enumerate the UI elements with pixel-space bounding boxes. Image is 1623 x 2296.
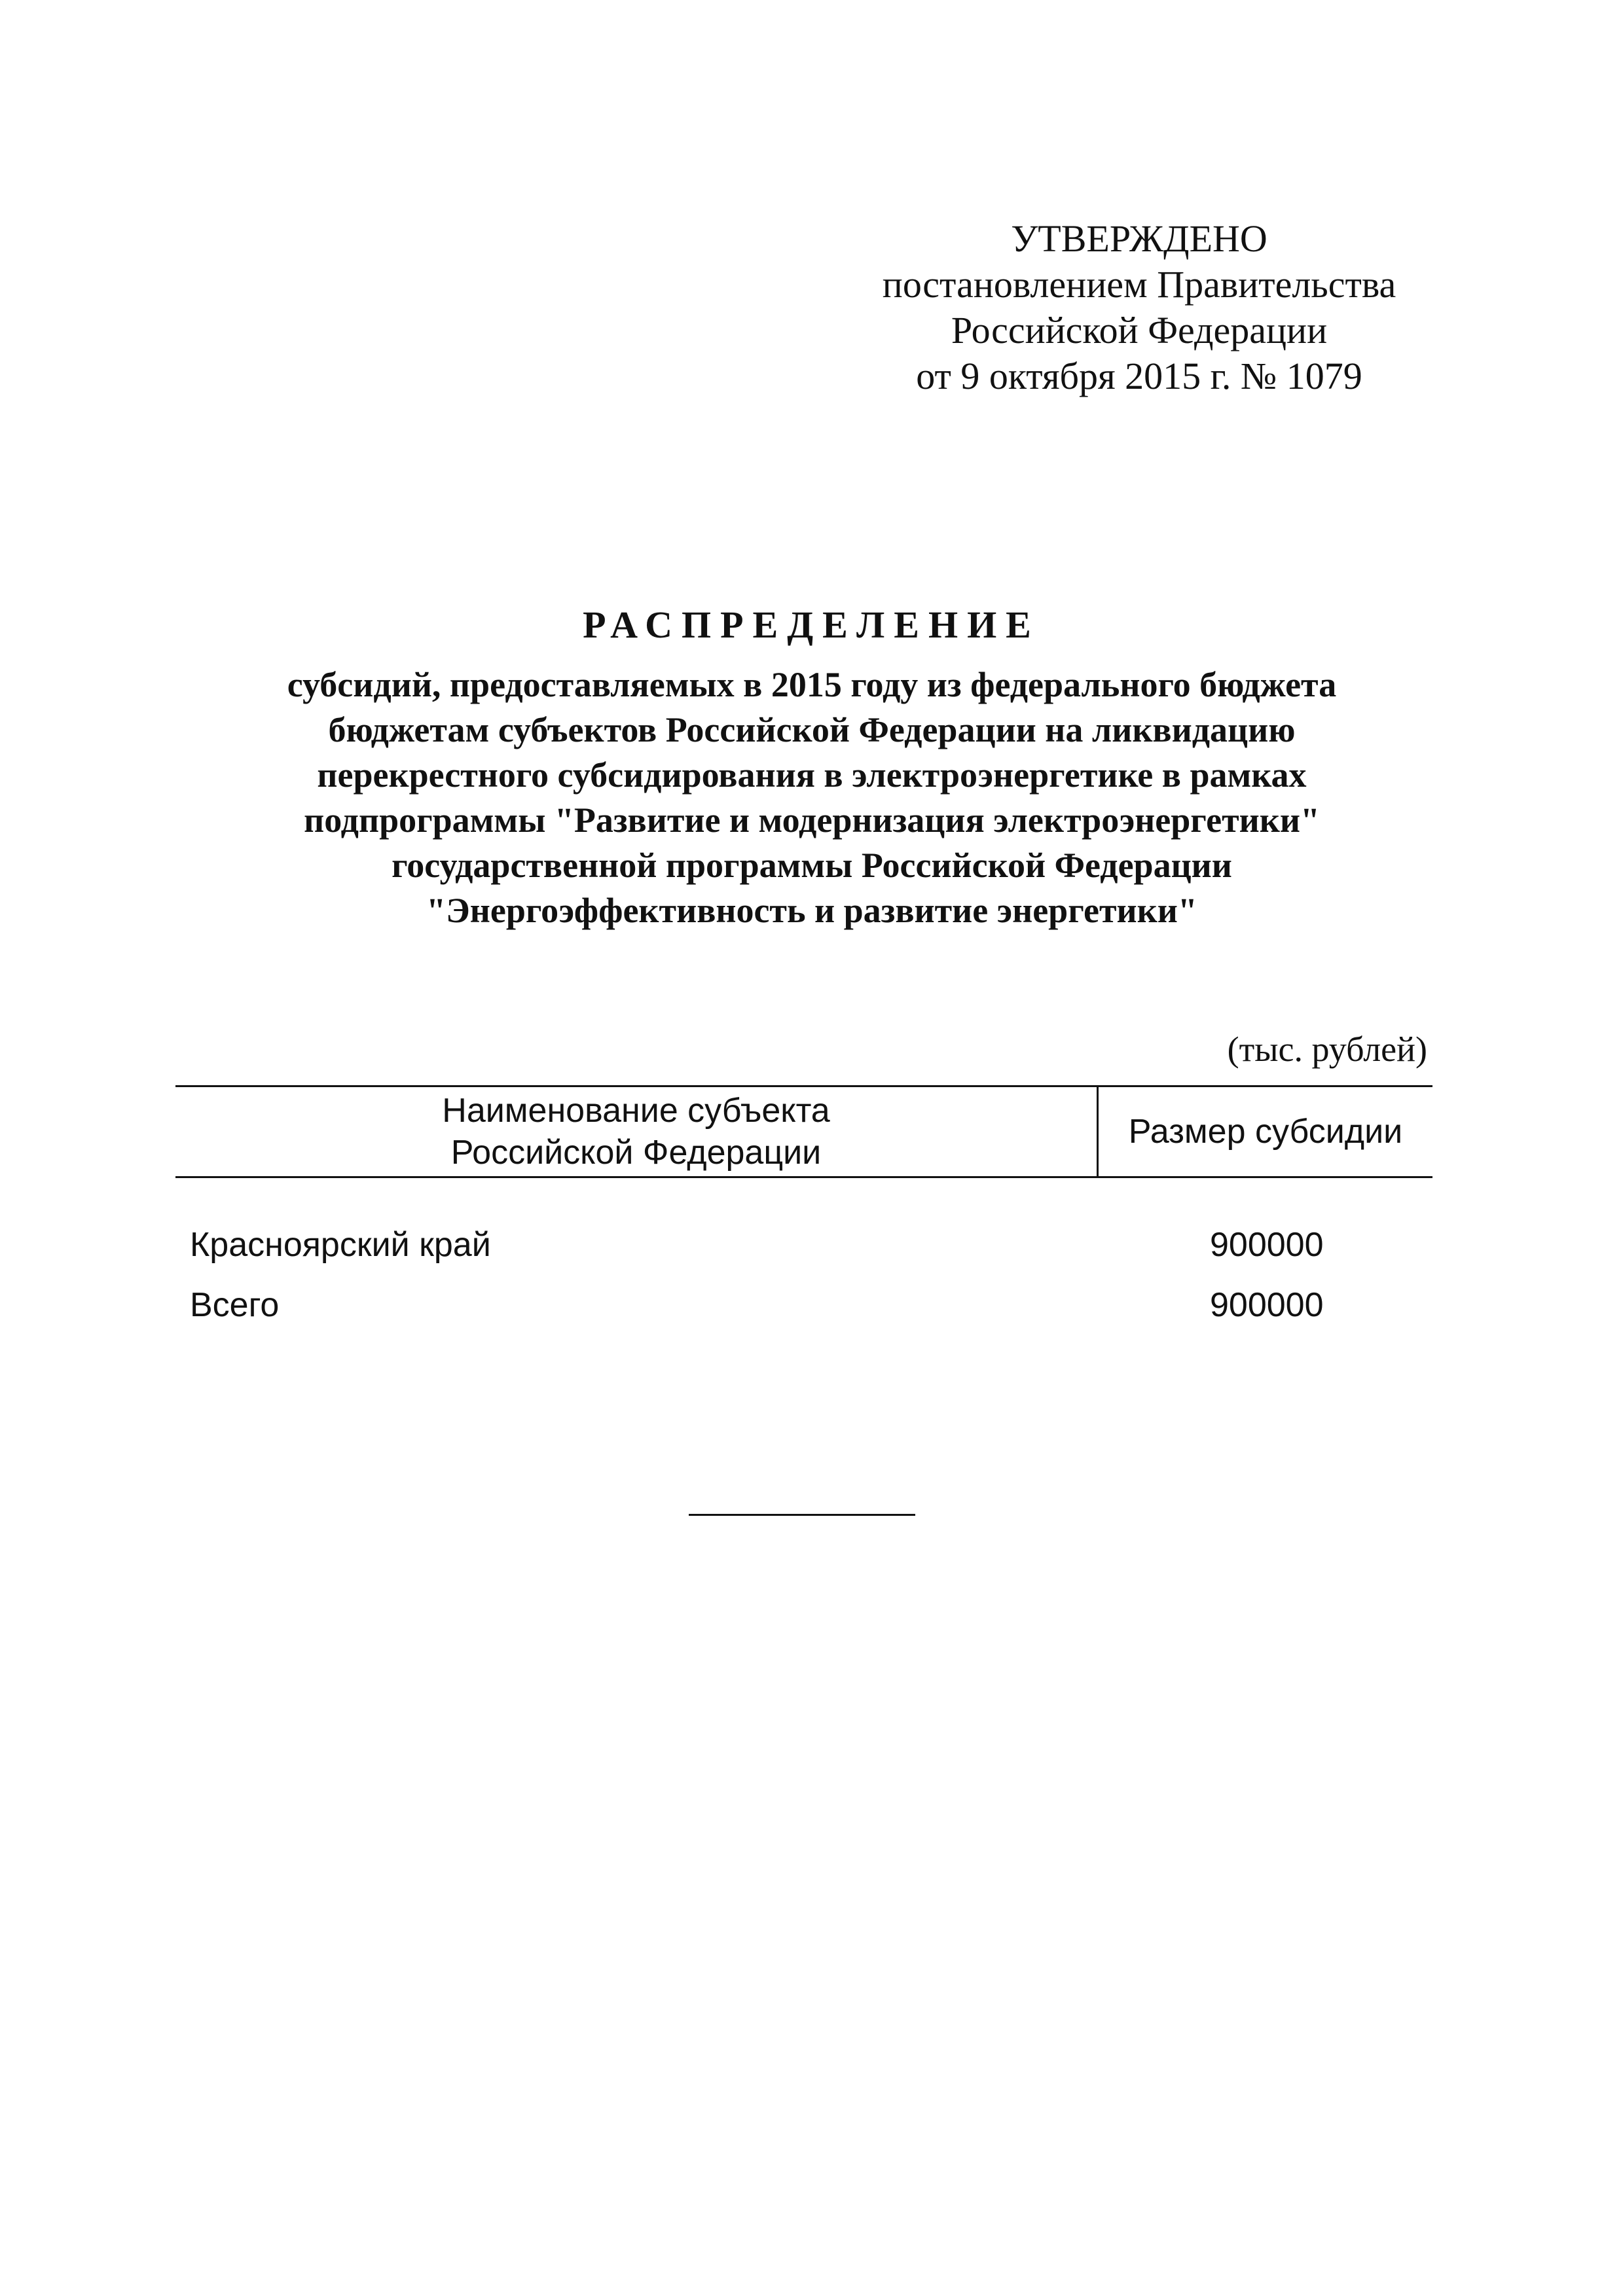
table-row [175, 1275, 1432, 1335]
document-title-line: государственной программы Российской Федерации [392, 846, 1232, 885]
approval-stamp-block [845, 216, 1434, 399]
approval-line: постановлением Правительства [882, 263, 1396, 306]
table-header [175, 1085, 1432, 1178]
column-header-subsidy: Размер субсидии [1128, 1113, 1403, 1151]
document-title-line: перекрестного субсидирования в электроэнергетике в рамках [317, 755, 1307, 795]
document-title [170, 662, 1453, 933]
document-title-line: "Энергоэффективность и развитие энергетики" [426, 891, 1197, 930]
subject-name-cell: Всего [190, 1286, 280, 1324]
subsidy-value-cell: 900000 [1210, 1226, 1324, 1264]
subsidy-value-cell: 900000 [1210, 1286, 1324, 1324]
approval-line: Российской Федерации [951, 309, 1328, 351]
subsidy-table [175, 1085, 1432, 1335]
document-heading: РАСПРЕДЕЛЕНИЕ [583, 603, 1040, 646]
document-title-line: подпрограммы "Развитие и модернизация электроэнергетики" [304, 800, 1320, 840]
table-body [175, 1215, 1432, 1335]
column-header-subject-line: Российской Федерации [450, 1134, 822, 1172]
column-header-subject [175, 1087, 1099, 1176]
approval-word: УТВЕРЖДЕНО [1011, 217, 1267, 260]
table-row [175, 1215, 1432, 1275]
approval-line: от 9 октября 2015 г. № 1079 [916, 355, 1362, 397]
document-title-line: бюджетам субъектов Российской Федерации на ликвидацию [328, 710, 1296, 749]
subject-name-cell: Красноярский край [190, 1226, 491, 1264]
document-title-line: субсидий, предоставляемых в 2015 году из федерального бюджета [287, 665, 1337, 704]
end-of-document-rule [689, 1514, 915, 1516]
units-note: (тыс. рублей) [1227, 1030, 1427, 1069]
column-header-subject-line: Наименование субъекта [442, 1092, 830, 1130]
